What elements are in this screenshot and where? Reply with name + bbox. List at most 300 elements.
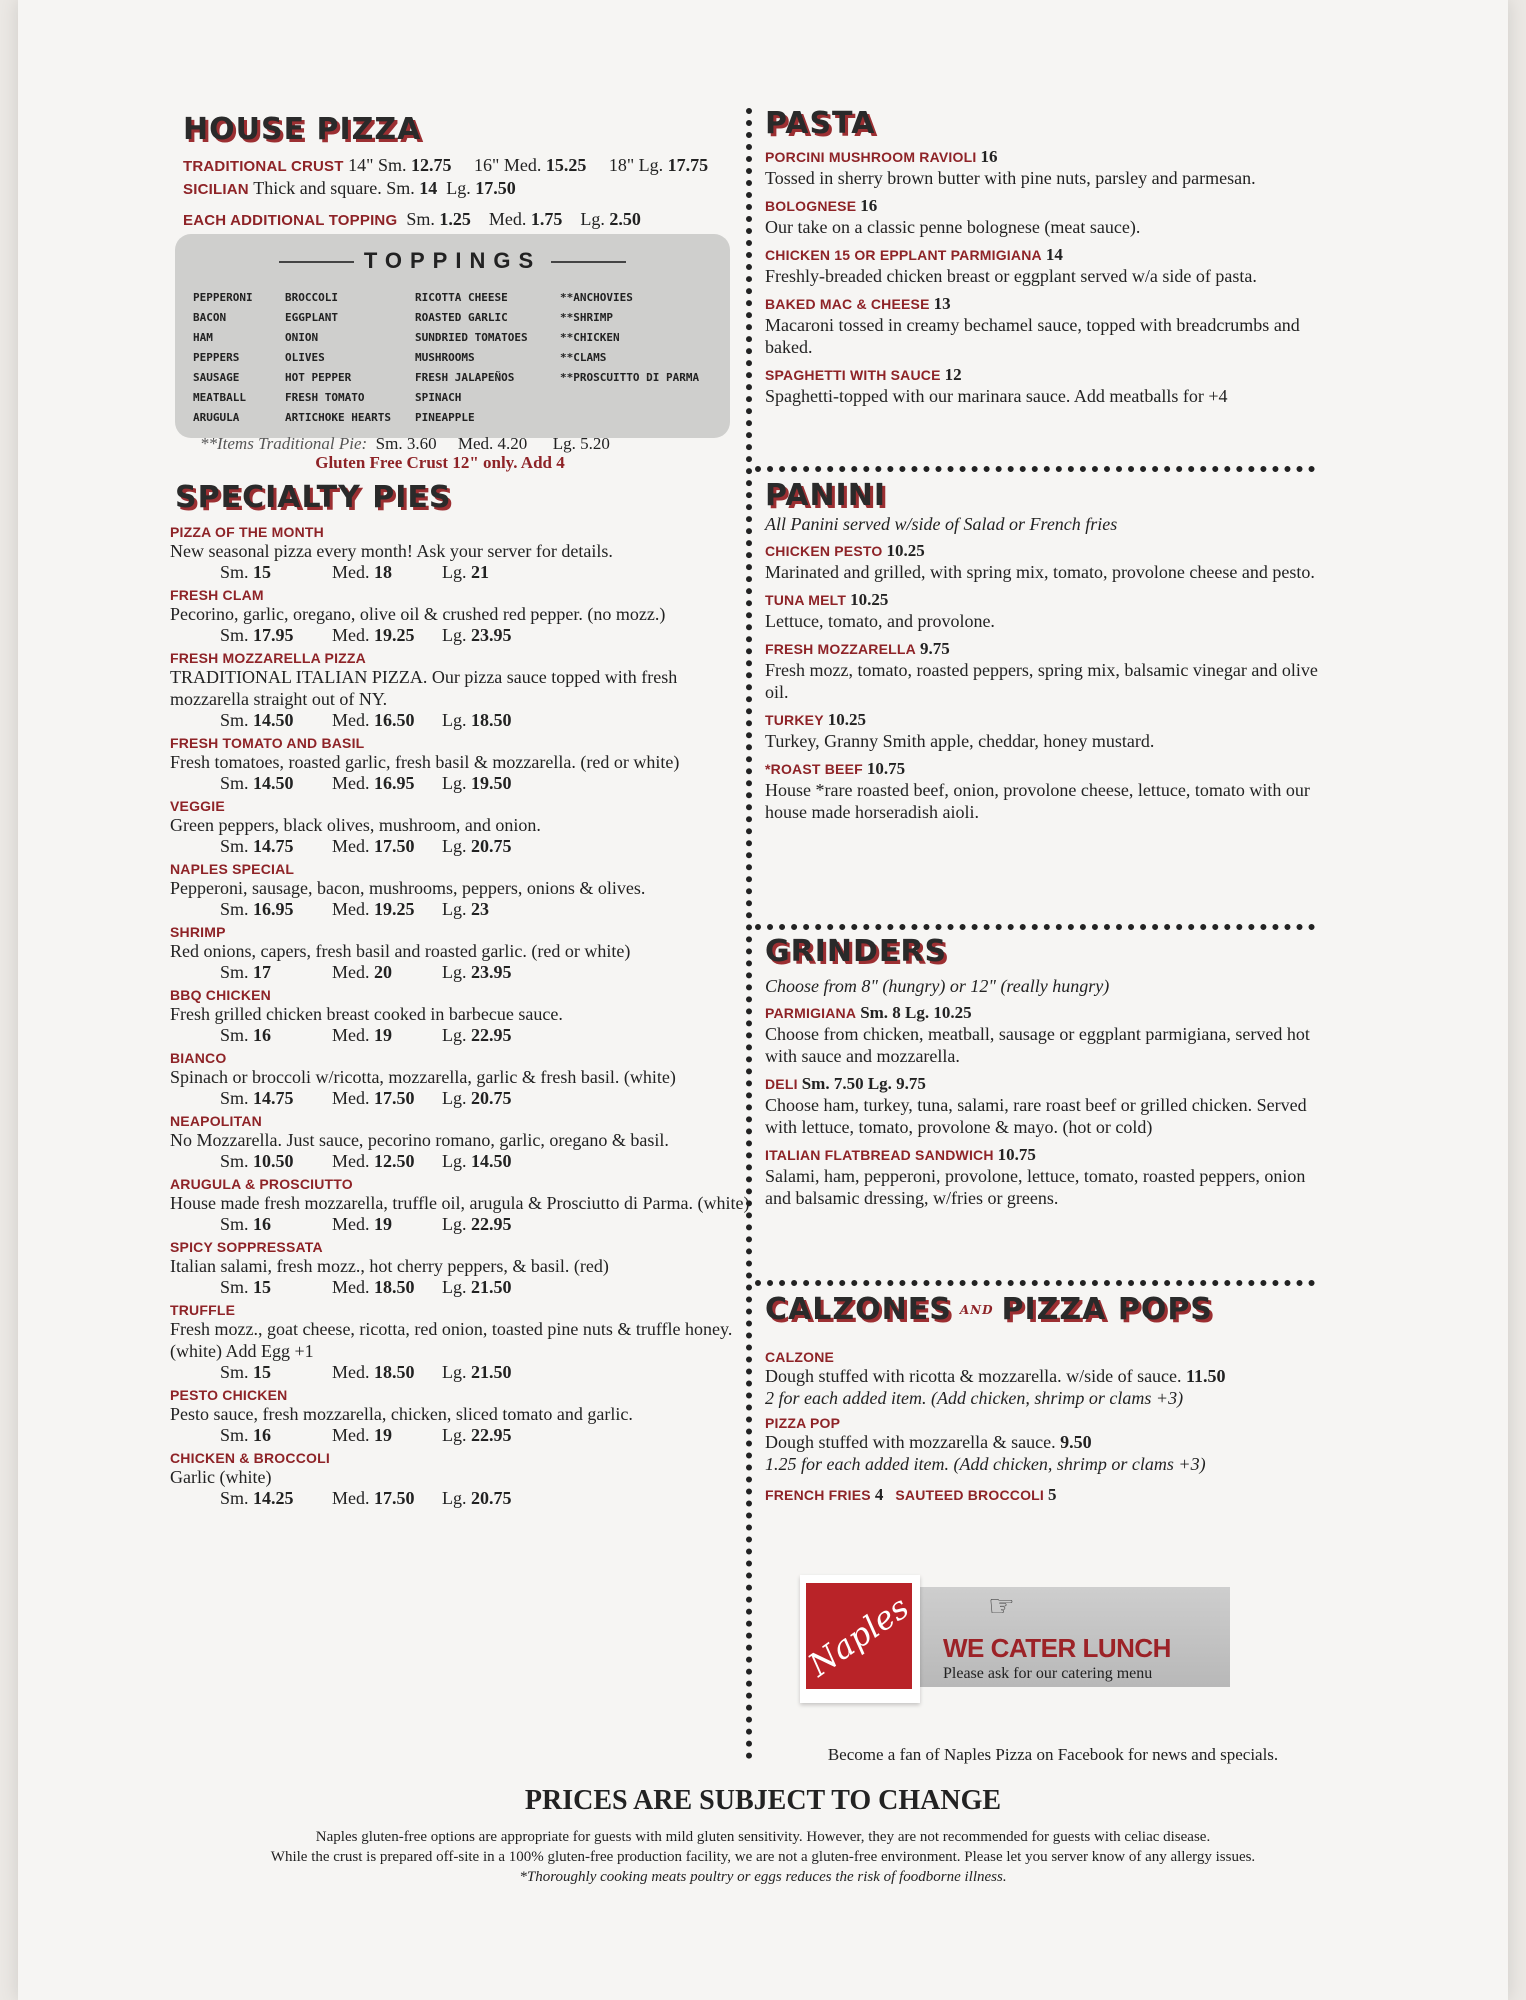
- panini-heading: [765, 710, 1325, 730]
- price-sm: [220, 1214, 332, 1235]
- panini-desc: Lettuce, tomato, and provolone.: [765, 611, 995, 631]
- grinders-item: [765, 1003, 1325, 1067]
- specialty-name: NAPLES SPECIAL: [170, 861, 295, 877]
- specialty-item: [170, 1302, 750, 1383]
- price-value: 17.50: [374, 1488, 415, 1508]
- specialty-prices: [170, 1151, 750, 1172]
- specialty-name: TRUFFLE: [170, 1302, 236, 1318]
- calzone-item: [765, 1415, 1335, 1475]
- price-value: 19.25: [374, 899, 415, 919]
- house-pizza-prices: TRADITIONAL CRUST 14" Sm. 12.75 16" Med. 15.25 18" Lg. 17.75 SICILIAN Thick and square. Sm. 14 Lg. 17.50 EACH ADDITIONAL TOPPING Sm. 1.25 Med. 1.75 Lg. 2.50: [183, 155, 709, 229]
- specialty-name: VEGGIE: [170, 798, 225, 814]
- specialty-item: [170, 524, 750, 583]
- specialty-item: [170, 1239, 750, 1298]
- price-med: [332, 1277, 442, 1298]
- pasta-price: 16: [860, 196, 878, 215]
- price-sm: [220, 962, 332, 983]
- price-label: Sm.: [220, 1025, 249, 1045]
- price-value: 19: [374, 1025, 392, 1045]
- price-sm: [220, 899, 332, 920]
- pasta-name: PORCINI MUSHROOM RAVIOLI: [765, 149, 977, 165]
- pasta-heading: [765, 365, 1325, 385]
- grinders-heading: [765, 1145, 1325, 1165]
- panini-price: 10.25: [886, 541, 925, 560]
- price-sm: [220, 1425, 332, 1446]
- price-lg: [442, 836, 542, 857]
- price-label: Med.: [332, 710, 370, 730]
- specialty-prices: [170, 710, 750, 731]
- panini-name: *ROAST BEEF: [765, 761, 863, 777]
- pointing-hand-icon: ☞: [988, 1590, 1015, 1623]
- toppings-column-3: RICOTTA CHEESE ROASTED GARLIC SUNDRIED TOMATOES MUSHROOMS FRESH JALAPEÑOS SPINACH PINEAPPLE: [415, 291, 528, 424]
- price-label: Lg.: [442, 836, 467, 856]
- footer: [0, 1785, 1526, 1887]
- price-value: 22.95: [471, 1214, 512, 1234]
- grinders-heading: [765, 1003, 1325, 1023]
- specialty-prices: [170, 1214, 750, 1235]
- grinders-section: [765, 934, 1325, 1216]
- toppings-column-4: **ANCHOVIES **SHRIMP **CHICKEN **CLAMS **PROSCUITTO DI PARMA: [560, 291, 700, 384]
- calzone-name: PIZZA POP: [765, 1415, 841, 1431]
- price-lg: [442, 1025, 542, 1046]
- panini-name: TURKEY: [765, 712, 824, 728]
- pasta-section: [765, 106, 1325, 414]
- specialty-desc: Italian salami, fresh mozz., hot cherry peppers, & basil. (red): [170, 1256, 609, 1276]
- price-value: 22.95: [471, 1425, 512, 1445]
- calzone-note: 1.25 for each added item. (Add chicken, shrimp or clams +3): [765, 1454, 1206, 1474]
- price-label: Sm.: [220, 1425, 249, 1445]
- price-lg: [442, 962, 542, 983]
- price-label: Med.: [332, 773, 370, 793]
- calzones-title: CALZONES AND PIZZA POPS: [765, 1292, 1213, 1327]
- price-value: 14.50: [471, 1151, 512, 1171]
- panini-title: PANINI: [765, 478, 886, 513]
- calzones-section: [765, 1292, 1335, 1505]
- price-med: [332, 962, 442, 983]
- specialty-item: [170, 861, 750, 920]
- specialty-name: FRESH MOZZARELLA PIZZA: [170, 650, 366, 666]
- specialty-desc: Fresh mozz., goat cheese, ricotta, red onion, toasted pine nuts & truffle honey. (white) Add Egg +1: [170, 1319, 733, 1361]
- price-lg: [442, 625, 542, 646]
- price-med: [332, 1488, 442, 1509]
- grinders-desc: Salami, ham, pepperoni, provolone, lettuce, tomato, roasted peppers, onion and balsamic dressing, w/fries or greens.: [765, 1166, 1306, 1208]
- panini-item: [765, 710, 1325, 752]
- pasta-desc: Our take on a classic penne bolognese (meat sauce).: [765, 217, 1141, 237]
- specialty-desc: Pecorino, garlic, oregano, olive oil & crushed red pepper. (no mozz.): [170, 604, 666, 624]
- facebook-line: Become a fan of Naples Pizza on Facebook for news and specials.: [827, 1745, 1279, 1764]
- price-value: 21.50: [471, 1362, 512, 1382]
- price-sm: [220, 1488, 332, 1509]
- specialty-prices: [170, 836, 750, 857]
- specialty-name: PESTO CHICKEN: [170, 1387, 288, 1403]
- pasta-price: 12: [944, 365, 962, 384]
- grinders-item: [765, 1074, 1325, 1138]
- panini-desc: Marinated and grilled, with spring mix, tomato, provolone cheese and pesto.: [765, 562, 1315, 582]
- price-label: Sm.: [220, 1214, 249, 1234]
- price-label: Lg.: [442, 1277, 467, 1297]
- premium-note: **Items Traditional Pie: Sm. 3.60 Med. 4.20 Lg. 5.20 Gluten Free Crust 12" only. Add 4: [200, 434, 740, 472]
- panini-item: [765, 639, 1325, 703]
- additional-topping-name: EACH ADDITIONAL TOPPING: [183, 212, 398, 229]
- specialty-pies-title: SPECIALTY PIES: [175, 480, 452, 515]
- price-label: Lg.: [442, 1151, 467, 1171]
- price-label: Lg.: [442, 1088, 467, 1108]
- price-lg: [442, 1488, 542, 1509]
- pasta-desc: Macaroni tossed in creamy bechamel sauce, topped with breadcrumbs and baked.: [765, 315, 1300, 357]
- price-label: Lg.: [442, 562, 467, 582]
- specialty-prices: [170, 1488, 750, 1509]
- price-label: Sm.: [220, 562, 249, 582]
- price-value: 19: [374, 1425, 392, 1445]
- toppings-box: [175, 234, 730, 438]
- price-lg: [442, 562, 542, 583]
- price-med: [332, 625, 442, 646]
- price-value: 16.95: [374, 773, 415, 793]
- specialty-name: BIANCO: [170, 1050, 227, 1066]
- price-sm: [220, 1025, 332, 1046]
- price-label: Sm.: [220, 1088, 249, 1108]
- price-value: 14.50: [253, 773, 294, 793]
- pasta-desc: Freshly-breaded chicken breast or eggplant served w/a side of pasta.: [765, 266, 1257, 286]
- price-value: 23.95: [471, 962, 512, 982]
- grinders-name: PARMIGIANA: [765, 1005, 857, 1021]
- panini-price: 10.75: [866, 759, 906, 778]
- price-label: Sm.: [220, 1277, 249, 1297]
- panini-subtitle: All Panini served w/side of Salad or French fries: [765, 514, 1118, 534]
- specialty-list: [170, 524, 750, 1513]
- price-med: [332, 899, 442, 920]
- price-med: [332, 1425, 442, 1446]
- specialty-name: SHRIMP: [170, 924, 226, 940]
- calzone-name: CALZONE: [765, 1349, 835, 1365]
- calzone-desc: Dough stuffed with mozzarella & sauce.: [765, 1432, 1056, 1452]
- price-label: Lg.: [442, 1025, 467, 1045]
- price-label: Sm.: [220, 962, 249, 982]
- price-value: 14.75: [253, 1088, 294, 1108]
- price-label: Med.: [332, 1362, 370, 1382]
- price-med: [332, 1025, 442, 1046]
- price-label: Med.: [332, 899, 370, 919]
- pasta-item: [765, 294, 1325, 358]
- toppings-title: TOPPINGS: [175, 234, 730, 274]
- price-value: 20.75: [471, 836, 512, 856]
- specialty-item: [170, 1176, 750, 1235]
- cater-subtitle: Please ask for our catering menu: [943, 1665, 1153, 1682]
- specialty-desc: Red onions, capers, fresh basil and roasted garlic. (red or white): [170, 941, 631, 961]
- specialty-name: ARUGULA & PROSCIUTTO: [170, 1176, 353, 1192]
- pasta-name: CHICKEN 15 OR EPPLANT PARMIGIANA: [765, 247, 1042, 263]
- sicilian-name: SICILIAN: [183, 181, 249, 198]
- panini-heading: [765, 759, 1325, 779]
- price-value: 23.95: [471, 625, 512, 645]
- pasta-heading: [765, 147, 1325, 167]
- price-value: 16: [253, 1025, 272, 1045]
- price-value: 16: [253, 1214, 272, 1234]
- specialty-desc: Fresh tomatoes, roasted garlic, fresh basil & mozzarella. (red or white): [170, 752, 680, 772]
- panini-desc: Fresh mozz, tomato, roasted peppers, spring mix, balsamic vinegar and olive oil.: [765, 660, 1318, 702]
- pasta-list: [765, 147, 1325, 407]
- panini-price: 10.25: [827, 710, 867, 729]
- price-med: [332, 1362, 442, 1383]
- price-med: [332, 562, 442, 583]
- price-value: 14.75: [253, 836, 294, 856]
- price-lg: [442, 1088, 542, 1109]
- price-value: 21: [471, 562, 489, 582]
- price-value: 14.50: [253, 710, 294, 730]
- price-lg: [442, 710, 542, 731]
- price-label: Med.: [332, 1088, 370, 1108]
- price-label: Sm.: [220, 1488, 249, 1508]
- grinders-item: [765, 1145, 1325, 1209]
- specialty-desc: Spinach or broccoli w/ricotta, mozzarella, garlic & fresh basil. (white): [170, 1067, 676, 1087]
- calzone-desc-line: [765, 1431, 1335, 1453]
- price-label: Lg.: [442, 625, 467, 645]
- price-lg: [442, 1362, 542, 1383]
- price-sm: [220, 836, 332, 857]
- price-value: 19: [374, 1214, 392, 1234]
- price-sm: [220, 562, 332, 583]
- specialty-desc: Pesto sauce, fresh mozzarella, chicken, sliced tomato and garlic.: [170, 1404, 633, 1424]
- price-label: Sm.: [220, 836, 249, 856]
- price-value: 18.50: [374, 1277, 415, 1297]
- calzone-price: 9.50: [1060, 1432, 1092, 1452]
- price-lg: [442, 773, 542, 794]
- panini-list: [765, 541, 1325, 823]
- specialty-prices: [170, 1277, 750, 1298]
- panini-item: [765, 759, 1325, 823]
- price-label: Med.: [332, 1214, 370, 1234]
- price-med: [332, 773, 442, 794]
- pasta-price: 16: [980, 147, 998, 166]
- panini-name: FRESH MOZZARELLA: [765, 641, 916, 657]
- traditional-crust-name: TRADITIONAL CRUST: [183, 158, 344, 175]
- price-sm: [220, 1151, 332, 1172]
- grinders-list: [765, 1003, 1325, 1209]
- calzone-item: [765, 1349, 1335, 1409]
- price-value: 10.50: [253, 1151, 294, 1171]
- price-lg: [442, 1151, 542, 1172]
- price-value: 20.75: [471, 1088, 512, 1108]
- price-label: Sm.: [220, 710, 249, 730]
- price-lg: [442, 1214, 542, 1235]
- price-label: Med.: [332, 1488, 370, 1508]
- grinders-subtitle: Choose from 8" (hungry) or 12" (really hungry): [765, 976, 1110, 996]
- price-label: Med.: [332, 836, 370, 856]
- price-value: 19.50: [471, 773, 512, 793]
- specialty-item: [170, 735, 750, 794]
- price-sm: [220, 625, 332, 646]
- footer-line-1: Naples gluten-free options are appropriate for guests with mild gluten sensitivity. However, they are not recommended for guests with celiac disease.: [315, 1829, 1211, 1845]
- specialty-desc: Green peppers, black olives, mushroom, and onion.: [170, 815, 541, 835]
- price-value: 17.50: [374, 1088, 415, 1108]
- pasta-title: PASTA: [765, 106, 876, 141]
- price-sm: [220, 710, 332, 731]
- calzone-price: 11.50: [1186, 1366, 1226, 1386]
- price-med: [332, 1088, 442, 1109]
- price-value: 18.50: [471, 710, 512, 730]
- price-sm: [220, 1088, 332, 1109]
- price-lg: [442, 1425, 542, 1446]
- specialty-name: SPICY SOPPRESSATA: [170, 1239, 323, 1255]
- price-label: Med.: [332, 1277, 370, 1297]
- price-value: 17.50: [374, 836, 415, 856]
- pasta-item: [765, 365, 1325, 407]
- grinders-title: GRINDERS: [765, 934, 948, 969]
- specialty-item: [170, 1450, 750, 1509]
- pasta-heading: [765, 294, 1325, 314]
- grinders-desc: Choose from chicken, meatball, sausage or eggplant parmigiana, served hot with sauce and mozzarella.: [765, 1024, 1310, 1066]
- price-value: 18: [374, 562, 392, 582]
- pasta-name: SPAGHETTI WITH SAUCE: [765, 367, 941, 383]
- price-value: 21.50: [471, 1277, 512, 1297]
- price-value: 22.95: [471, 1025, 512, 1045]
- panini-desc: Turkey, Granny Smith apple, cheddar, honey mustard.: [765, 731, 1155, 751]
- grinders-price: 10.75: [997, 1145, 1036, 1164]
- panini-heading: [765, 639, 1325, 659]
- pasta-name: BAKED MAC & CHEESE: [765, 296, 930, 312]
- pasta-item: [765, 147, 1325, 189]
- price-value: 16: [253, 1425, 272, 1445]
- price-label: Med.: [332, 1151, 370, 1171]
- pasta-item: [765, 245, 1325, 287]
- price-value: 17: [253, 962, 272, 982]
- price-label: Med.: [332, 562, 370, 582]
- price-label: Lg.: [442, 1214, 467, 1234]
- specialty-prices: [170, 1088, 750, 1109]
- pasta-heading: [765, 196, 1325, 216]
- specialty-desc: Fresh grilled chicken breast cooked in barbecue sauce.: [170, 1004, 563, 1024]
- price-med: [332, 836, 442, 857]
- pasta-desc: Tossed in sherry brown butter with pine nuts, parsley and parmesan.: [765, 168, 1256, 188]
- calzone-note: 2 for each added item. (Add chicken, shrimp or clams +3): [765, 1388, 1184, 1408]
- specialty-item: [170, 987, 750, 1046]
- specialty-name: FRESH TOMATO AND BASIL: [170, 735, 365, 751]
- price-med: [332, 710, 442, 731]
- price-value: 15: [253, 1277, 272, 1297]
- price-value: 15: [253, 562, 272, 582]
- specialty-desc: No Mozzarella. Just sauce, pecorino romano, garlic, oregano & basil.: [170, 1130, 669, 1150]
- specialty-name: CHICKEN & BROCCOLI: [170, 1450, 330, 1466]
- price-value: 18.50: [374, 1362, 415, 1382]
- house-pizza-title: HOUSE PIZZA: [183, 112, 422, 147]
- calzone-desc-line: [765, 1365, 1335, 1387]
- price-lg: [442, 899, 542, 920]
- specialty-name: PIZZA OF THE MONTH: [170, 524, 324, 540]
- pasta-price: 14: [1045, 245, 1063, 264]
- price-sm: [220, 773, 332, 794]
- price-value: 20: [374, 962, 392, 982]
- specialty-prices: [170, 562, 750, 583]
- footer-headline: PRICES ARE SUBJECT TO CHANGE: [524, 1785, 1002, 1816]
- price-label: Sm.: [220, 1151, 249, 1171]
- specialty-prices: [170, 773, 750, 794]
- price-sm: [220, 1277, 332, 1298]
- cater-headline: WE CATER LUNCH: [943, 1633, 1171, 1663]
- price-label: Lg.: [442, 899, 467, 919]
- toppings-column-1: PEPPERONI BACON HAM PEPPERS SAUSAGE MEATBALL ARUGULA: [193, 291, 253, 424]
- divider-2: [755, 924, 1315, 930]
- price-value: 23: [471, 899, 489, 919]
- panini-heading: [765, 590, 1325, 610]
- grinders-price: Sm. 7.50 Lg. 9.75: [801, 1074, 926, 1093]
- price-label: Med.: [332, 1425, 370, 1445]
- specialty-prices: [170, 1362, 750, 1383]
- panini-item: [765, 590, 1325, 632]
- specialty-prices: [170, 625, 750, 646]
- footer-line-3: *Thoroughly cooking meats poultry or eggs reduces the risk of foodborne illness.: [519, 1869, 1007, 1885]
- price-label: Med.: [332, 625, 370, 645]
- specialty-item: [170, 587, 750, 646]
- price-sm: [220, 1362, 332, 1383]
- panini-heading: [765, 541, 1325, 561]
- divider-1: [755, 466, 1315, 472]
- price-label: Lg.: [442, 1425, 467, 1445]
- price-value: 12.50: [374, 1151, 415, 1171]
- pasta-heading: [765, 245, 1325, 265]
- panini-name: CHICKEN PESTO: [765, 543, 883, 559]
- price-value: 20.75: [471, 1488, 512, 1508]
- specialty-prices: [170, 899, 750, 920]
- specialty-item: [170, 1387, 750, 1446]
- price-value: 16.50: [374, 710, 415, 730]
- sides-row: FRENCH FRIES 4 SAUTEED BROCCOLI 5: [765, 1485, 1057, 1504]
- price-value: 14.25: [253, 1488, 294, 1508]
- price-label: Lg.: [442, 1362, 467, 1382]
- specialty-item: [170, 1113, 750, 1172]
- price-label: Sm.: [220, 625, 249, 645]
- specialty-prices: [170, 962, 750, 983]
- specialty-prices: [170, 1425, 750, 1446]
- panini-price: 10.25: [850, 590, 889, 609]
- specialty-item: [170, 650, 750, 731]
- pasta-price: 13: [933, 294, 951, 313]
- price-label: Med.: [332, 1025, 370, 1045]
- price-med: [332, 1214, 442, 1235]
- panini-price: 9.75: [919, 639, 950, 658]
- grinders-name: ITALIAN FLATBREAD SANDWICH: [765, 1147, 994, 1163]
- specialty-name: FRESH CLAM: [170, 587, 264, 603]
- price-lg: [442, 1277, 542, 1298]
- pasta-name: BOLOGNESE: [765, 198, 857, 214]
- grinders-desc: Choose ham, turkey, tuna, salami, rare roast beef or grilled chicken. Served with lettuce, tomato, provolone & mayo. (hot or cold): [765, 1095, 1307, 1137]
- price-value: 16.95: [253, 899, 294, 919]
- panini-name: TUNA MELT: [765, 592, 847, 608]
- price-value: 19.25: [374, 625, 415, 645]
- price-label: Lg.: [442, 773, 467, 793]
- calzones-list: [765, 1349, 1335, 1475]
- price-label: Sm.: [220, 899, 249, 919]
- price-label: Lg.: [442, 962, 467, 982]
- price-value: 15: [253, 1362, 272, 1382]
- specialty-name: NEAPOLITAN: [170, 1113, 262, 1129]
- catering-banner: [800, 1575, 1240, 1705]
- price-label: Med.: [332, 962, 370, 982]
- grinders-heading: [765, 1074, 1325, 1094]
- specialty-item: [170, 798, 750, 857]
- specialty-name: BBQ CHICKEN: [170, 987, 271, 1003]
- specialty-item: [170, 924, 750, 983]
- price-label: Lg.: [442, 1488, 467, 1508]
- pasta-item: [765, 196, 1325, 238]
- naples-logo: Naples: [800, 1575, 920, 1703]
- panini-item: [765, 541, 1325, 583]
- specialty-desc: House made fresh mozzarella, truffle oil, arugula & Prosciutto di Parma. (white): [170, 1193, 750, 1213]
- specialty-desc: TRADITIONAL ITALIAN PIZZA. Our pizza sauce topped with fresh mozzarella straight out of NY.: [170, 667, 678, 709]
- toppings-column-2: BROCCOLI EGGPLANT ONION OLIVES HOT PEPPER FRESH TOMATO ARTICHOKE HEARTS: [285, 291, 391, 424]
- pasta-desc: Spaghetti-topped with our marinara sauce. Add meatballs for +4: [765, 386, 1228, 406]
- panini-desc: House *rare roasted beef, onion, provolone cheese, lettuce, tomato with our house made horseradish aioli.: [765, 780, 1310, 822]
- calzone-desc: Dough stuffed with ricotta & mozzarella. w/side of sauce.: [765, 1366, 1182, 1386]
